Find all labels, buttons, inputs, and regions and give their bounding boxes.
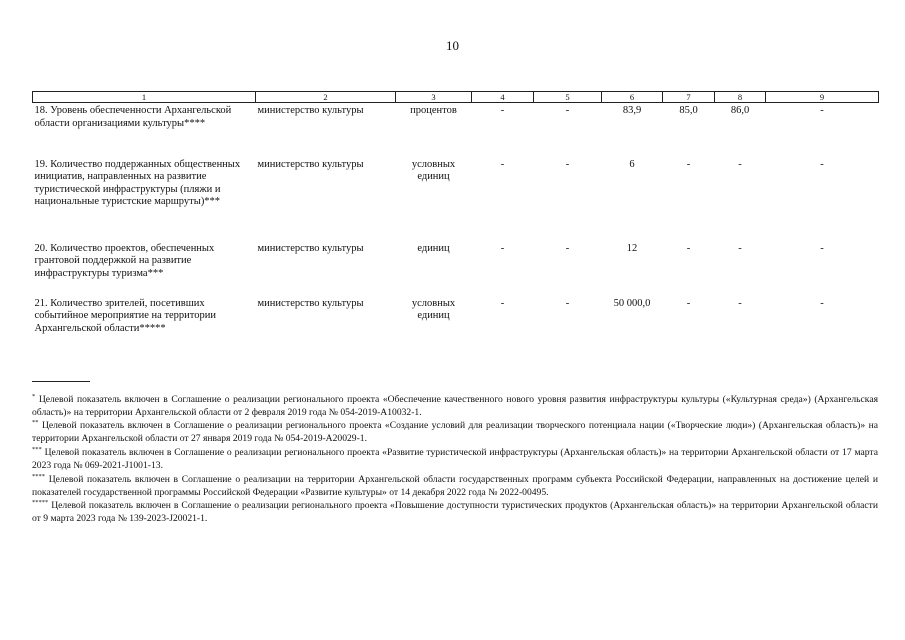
footnote-mark: ****	[32, 473, 45, 480]
footnote	[32, 394, 878, 419]
footnote-text: Целевой показатель включен в Соглашение о реализации регионального проекта «Создание условий для реализации творческого потенциала нации («Творческие люди») (Архангельская область)» на территории Архангельской области от 27 января 2019 года № 054-2019-А20029-1.	[32, 420, 878, 444]
column-number: 5	[534, 92, 602, 103]
value-col6: 12	[626, 242, 638, 254]
column-numbers-row	[33, 92, 879, 103]
footnote-text: Целевой показатель включен в Соглашение о реализации регионального проекта «Повышение доступности туристических продуктов (Архангельская область)» на территории Архангельской области от 9 марта 2023 года № 139-2023-J20021-1.	[32, 500, 878, 524]
footnote-separator	[32, 381, 90, 382]
table-row	[33, 157, 879, 241]
value-col9: -	[820, 297, 824, 309]
value-col9: -	[820, 105, 824, 116]
footnote-text: Целевой показатель включен в Соглашение о реализации регионального проекта «Обеспечение качественного нового уровня развития инфраструктуры культуры («Культурная среда») (Архангельская область)» на территории Архангельской области от 2 февраля 2019 года № 054-2019-А10032-1.	[32, 394, 878, 418]
table-row	[33, 241, 879, 296]
footnote	[32, 474, 878, 499]
value-col8: -	[738, 297, 742, 309]
column-number: 4	[472, 92, 534, 103]
value-col5: -	[565, 297, 570, 309]
footnote	[32, 447, 878, 472]
value-col4: -	[500, 105, 505, 116]
value-col8: -	[738, 158, 742, 170]
responsible-ministry: министерство культуры	[257, 158, 364, 170]
indicator-name: 21. Количество зрителей, посетивших событийное мероприятие на территории Архангельской области*****	[34, 297, 216, 334]
column-number: 1	[33, 92, 256, 103]
footnote-text: Целевой показатель включен в Соглашение о реализации на территории Архангельской области государственных программ субъекта Российской Федерации, направленных на достижение целей и показателей государственной программы Российской Федерации «Развитие культуры» от 14 декабря 2022 года № 2022-00495.	[32, 474, 878, 498]
footnote-mark: ***	[32, 446, 42, 453]
column-number: 6	[602, 92, 663, 103]
value-col6: 50 000,0	[613, 297, 651, 309]
value-col6: 83,9	[622, 105, 642, 116]
indicator-name: 18. Уровень обеспеченности Архангельской области организациями культуры****	[34, 105, 232, 129]
value-col7: 85,0	[679, 105, 698, 116]
value-col4: -	[500, 158, 505, 170]
responsible-ministry: министерство культуры	[257, 105, 364, 116]
column-number: 7	[663, 92, 715, 103]
value-col5: -	[565, 242, 570, 254]
column-number: 3	[396, 92, 472, 103]
footnote-mark: **	[32, 419, 39, 426]
indicator-name: 20. Количество проектов, обеспеченных грантовой поддержкой на развитие инфраструктуры туризма***	[34, 242, 215, 279]
value-col7: -	[686, 297, 691, 309]
column-number: 9	[766, 92, 879, 103]
value-col6: 6	[629, 158, 635, 170]
value-col7: -	[686, 158, 691, 170]
column-number: 8	[715, 92, 766, 103]
table-row	[33, 296, 879, 340]
footnote	[32, 500, 878, 525]
unit: условных единиц	[411, 158, 456, 182]
unit: условных единиц	[411, 297, 456, 321]
value-col5: -	[565, 158, 570, 170]
unit: единиц	[417, 242, 450, 254]
value-col8: 86,0	[730, 105, 750, 116]
footnote-mark: *****	[32, 499, 49, 506]
indicator-name: 19. Количество поддержанных общественных инициатив, направленных на развитие туристической инфраструктуры (пляжи и национальные туристские маршруты)***	[34, 158, 241, 207]
table-row	[33, 103, 879, 157]
indicators-table	[32, 91, 879, 340]
responsible-ministry: министерство культуры	[257, 297, 364, 309]
column-number: 2	[256, 92, 396, 103]
responsible-ministry: министерство культуры	[257, 242, 364, 254]
value-col4: -	[500, 297, 505, 309]
value-col7: -	[686, 242, 691, 254]
value-col9: -	[820, 158, 824, 170]
footnote-mark: *	[32, 393, 36, 400]
footnote-text: Целевой показатель включен в Соглашение о реализации регионального проекта «Развитие туристической инфраструктуры (Архангельская область)» на территории Архангельской области от 17 марта 2023 года № 069-2021-J1001-13.	[32, 447, 878, 471]
page-number: 10	[446, 38, 459, 53]
value-col5: -	[565, 105, 570, 116]
value-col8: -	[738, 242, 742, 254]
value-col4: -	[500, 242, 505, 254]
value-col9: -	[820, 242, 824, 254]
unit: процентов	[410, 105, 457, 116]
footnote	[32, 420, 878, 445]
